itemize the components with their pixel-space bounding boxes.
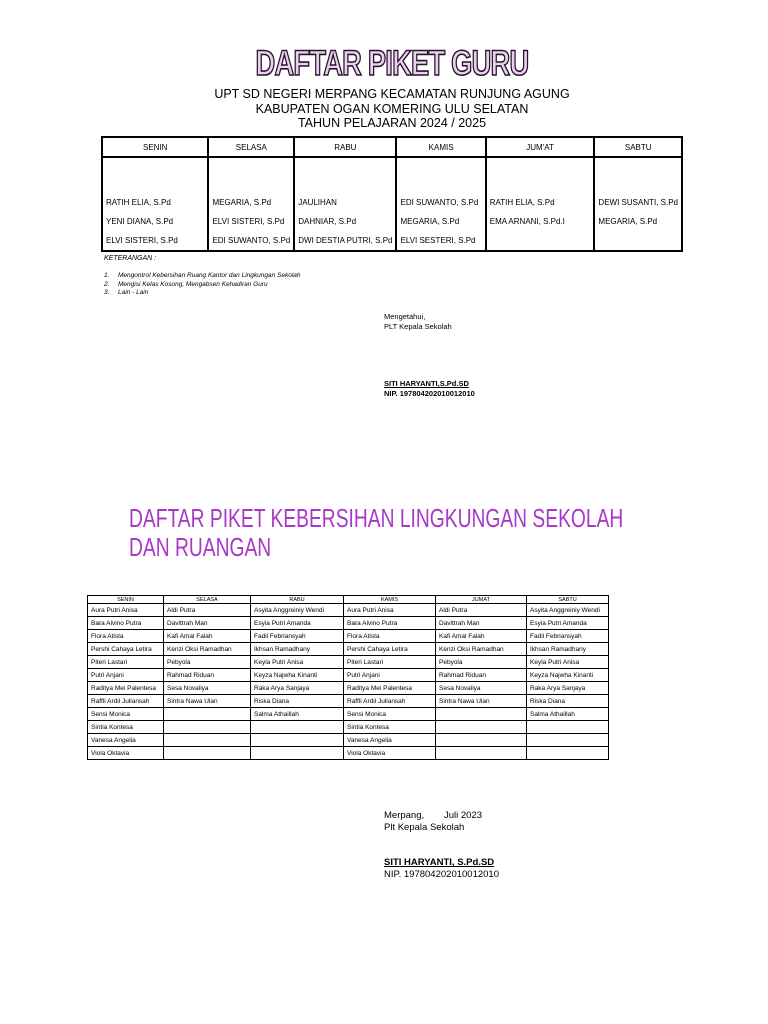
- student-name-cell: Pershi Cahaya Letira: [88, 643, 164, 656]
- student-name-cell: Pershi Cahaya Letira: [344, 643, 436, 656]
- table-row: [88, 656, 609, 669]
- section-title-cleaning: [129, 503, 624, 562]
- student-name-cell: Piteri Lastari: [344, 656, 436, 669]
- teacher-name: EDI SUWANTO, S.Pd: [400, 198, 479, 207]
- student-name-cell: Fadil Febriansyah: [251, 630, 344, 643]
- table-row: [88, 721, 609, 734]
- teacher-name: MEGARIA, S.Pd: [400, 217, 460, 226]
- signature-role: Plt Kepala Sekolah: [384, 822, 465, 833]
- student-name-cell: Bara Alvino Putra: [344, 617, 436, 630]
- student-name-cell: Keyla Putri Anisa: [251, 656, 344, 669]
- header-line-regency: KABUPATEN OGAN KOMERING ULU SELATAN: [255, 101, 529, 116]
- student-name-cell: Sesa Novaliya: [436, 682, 527, 695]
- student-name-cell: Raffli Ardil Juliansah: [344, 695, 436, 708]
- student-name-cell: Keyla Putri Anisa: [527, 656, 609, 669]
- header-line-year: TAHUN PELAJARAN 2024 / 2025: [297, 116, 487, 130]
- student-name-cell: Fadil Febriansyah: [527, 630, 609, 643]
- student-name-cell: Aldi Putra: [164, 604, 251, 617]
- signature-block-2: [384, 810, 499, 881]
- student-cleaning-table: [87, 595, 609, 760]
- signature-place: Merpang,: [384, 810, 425, 821]
- student-name-cell: Raditya Mei Palentesa: [88, 682, 164, 695]
- student-name-cell: Keyza Najwha Kinanti: [527, 669, 609, 682]
- notes-item: [104, 272, 301, 281]
- student-name-cell: Vanesa Angelia: [344, 734, 436, 747]
- table-row: [88, 682, 609, 695]
- section-title-line: DAFTAR PIKET KEBERSIHAN LINGKUNGAN SEKOLAH: [129, 503, 624, 533]
- student-name-cell: Davittrah Man: [164, 617, 251, 630]
- student-name-cell: Flora Atista: [88, 630, 164, 643]
- table-row: [88, 695, 609, 708]
- teacher-name: MEGARIA, S.Pd: [212, 198, 272, 207]
- student-name-cell: Rahmad Riduan: [164, 669, 251, 682]
- teacher-name: JAULIHAN: [298, 198, 337, 207]
- teacher-name: ELVI SISTERI, S.Pd: [106, 236, 178, 245]
- notes-list: [104, 272, 301, 298]
- student-name-cell: Raka Arya Sanjaya: [527, 682, 609, 695]
- student-name-cell: [251, 734, 344, 747]
- student-name-cell: Sintia Kontesa: [344, 721, 436, 734]
- student-name-cell: Flora Atista: [344, 630, 436, 643]
- notes-item-number: 2.: [104, 280, 110, 288]
- student-name-cell: Pebyola: [164, 656, 251, 669]
- teacher-name: [598, 231, 678, 250]
- student-name-cell: Pebyola: [436, 656, 527, 669]
- student-name-cell: [164, 747, 251, 760]
- day-header: SABTU: [527, 596, 609, 604]
- student-name-cell: Asyita Anggreiniy Wendi: [251, 604, 344, 617]
- day-header: SABTU: [594, 137, 682, 157]
- teacher-name: RATIH ELIA, S.Pd: [489, 198, 555, 207]
- teacher-name: ELVI SESTERI, S.Pd: [400, 236, 476, 245]
- student-name-cell: Ikhsan Ramadhany: [251, 643, 344, 656]
- student-name-cell: Kenzi Oksi Ramadhan: [436, 643, 527, 656]
- student-name-cell: [436, 721, 527, 734]
- student-name-cell: Aldi Putra: [436, 604, 527, 617]
- student-name-cell: Sesa Novaliya: [164, 682, 251, 695]
- table-row: [88, 630, 609, 643]
- student-name-cell: [164, 721, 251, 734]
- table-row: [88, 747, 609, 760]
- student-name-cell: Ikhsan Ramadhany: [527, 643, 609, 656]
- student-name-cell: [436, 734, 527, 747]
- notes-item: [104, 281, 301, 290]
- notes-label: KETERANGAN :: [104, 255, 157, 262]
- student-name-cell: Davittrah Man: [436, 617, 527, 630]
- teacher-cell: [294, 157, 396, 251]
- teacher-duty-table: [101, 136, 683, 252]
- teacher-cell: [486, 157, 595, 251]
- student-name-cell: Putri Anjani: [344, 669, 436, 682]
- student-name-cell: [251, 747, 344, 760]
- table-row: [88, 604, 609, 617]
- signature-acknowledged: Mengetahui,: [384, 312, 426, 321]
- teacher-table-header-row: [102, 137, 682, 157]
- student-name-cell: Sensi Monica: [344, 708, 436, 721]
- student-name-cell: Sintra Nawa Ulan: [436, 695, 527, 708]
- table-row: [88, 734, 609, 747]
- page-title: DAFTAR PIKET GURU: [255, 44, 529, 83]
- signature-name: SITI HARYANTI, S.Pd.SD: [384, 857, 495, 868]
- notes-item: [104, 289, 301, 298]
- teacher-cell: [594, 157, 682, 251]
- student-name-cell: Aura Putri Anisa: [344, 604, 436, 617]
- student-name-cell: Piteri Lastari: [88, 656, 164, 669]
- teacher-names-row: [102, 157, 682, 251]
- signature-block-1: [384, 312, 475, 399]
- day-header: JUM'AT: [486, 137, 595, 157]
- day-header: RABU: [251, 596, 344, 604]
- student-name-cell: Riska Diana: [527, 695, 609, 708]
- student-name-cell: Sensi Monica: [88, 708, 164, 721]
- signature-nip: NIP. 197804202010012010: [384, 389, 475, 398]
- student-name-cell: Aura Putri Anisa: [88, 604, 164, 617]
- student-name-cell: Salma Athaillah: [527, 708, 609, 721]
- teacher-name: EMA ARNANI, S.Pd.I: [489, 217, 565, 226]
- student-name-cell: Kenzi Oksi Ramadhan: [164, 643, 251, 656]
- table-row: [88, 669, 609, 682]
- student-name-cell: Putri Anjani: [88, 669, 164, 682]
- student-name-cell: Sintra Nawa Ulan: [164, 695, 251, 708]
- teacher-name: DAHNIAR, S.Pd: [298, 217, 357, 226]
- notes-item-text: Lain - Lain: [118, 289, 149, 296]
- signature-nip: NIP. 197804202010012010: [384, 869, 499, 880]
- teacher-name: EDI SUWANTO, S.Pd: [212, 236, 291, 245]
- student-name-cell: Asyita Anggreiniy Wendi: [527, 604, 609, 617]
- teacher-name: [490, 231, 591, 250]
- student-name-cell: [164, 734, 251, 747]
- header-line-school: UPT SD NEGERI MERPANG KECAMATAN RUNJUNG AGUNG: [214, 87, 570, 101]
- student-name-cell: [527, 734, 609, 747]
- student-name-cell: [436, 747, 527, 760]
- signature-role: PLT Kepala Sekolah: [384, 322, 452, 331]
- student-name-cell: Viola Oktavia: [344, 747, 436, 760]
- day-header: KAMIS: [396, 137, 485, 157]
- student-name-cell: [527, 747, 609, 760]
- student-name-cell: [527, 721, 609, 734]
- day-header: KAMIS: [344, 596, 436, 604]
- student-name-cell: Kafi Amal Falah: [436, 630, 527, 643]
- student-name-cell: Sintia Kontesa: [88, 721, 164, 734]
- student-name-cell: Raffli Ardil Juliansah: [88, 695, 164, 708]
- student-name-cell: Riska Diana: [251, 695, 344, 708]
- teacher-name: DEWI SUSANTI, S.Pd: [598, 198, 678, 207]
- teacher-cell: [102, 157, 208, 251]
- teacher-name: RATIH ELIA, S.Pd: [106, 198, 171, 207]
- table-row: [88, 643, 609, 656]
- student-table-header-row: [88, 596, 609, 604]
- day-header: SELASA: [208, 137, 294, 157]
- student-name-cell: Esyia Putri Amanda: [527, 617, 609, 630]
- student-name-cell: [436, 708, 527, 721]
- day-header: JUMAT: [436, 596, 527, 604]
- teacher-cell: [208, 157, 294, 251]
- day-header: RABU: [294, 137, 396, 157]
- teacher-name: ELVI SISTERI, S.Pd: [212, 217, 285, 226]
- signature-place-date: [384, 810, 499, 822]
- table-row: [88, 617, 609, 630]
- day-header: SENIN: [88, 596, 164, 604]
- signature-name: SITI HARYANTI,S.Pd.SD: [384, 379, 469, 388]
- teacher-name: DWI DESTIA PUTRI, S.Pd: [298, 236, 393, 245]
- school-header: [0, 87, 768, 131]
- day-header: SELASA: [164, 596, 251, 604]
- notes-item-number: 3.: [104, 289, 110, 296]
- notes-item-number: 1.: [104, 272, 110, 279]
- student-name-cell: [251, 721, 344, 734]
- student-name-cell: Vanesa Angelia: [88, 734, 164, 747]
- student-name-cell: Esyia Putri Amanda: [251, 617, 344, 630]
- student-name-cell: Bara Alvino Putra: [88, 617, 164, 630]
- signature-date: Juli 2023: [444, 810, 483, 821]
- teacher-cell: [396, 157, 485, 251]
- teacher-name: YENI DIANA, S.Pd: [106, 217, 174, 226]
- student-name-cell: Salma Athaillah: [251, 708, 344, 721]
- student-name-cell: Kafi Amal Falah: [164, 630, 251, 643]
- student-name-cell: Viola Oktavia: [88, 747, 164, 760]
- notes-item-text: Mengisi Kelas Kosong, Mengabsen Kehadiran Guru: [118, 280, 268, 288]
- day-header: SENIN: [102, 137, 208, 157]
- notes-item-text: Mengontrol Kebersihan Ruang Kantor dan Lingkungan Sekolah: [118, 272, 301, 279]
- student-name-cell: [164, 708, 251, 721]
- table-row: [88, 708, 609, 721]
- student-name-cell: Raditya Mei Palentesa: [344, 682, 436, 695]
- student-name-cell: Keyza Najwha Kinanti: [251, 669, 344, 682]
- teacher-name: MEGARIA, S.Pd: [598, 217, 658, 226]
- student-name-cell: Rahmad Riduan: [436, 669, 527, 682]
- student-name-cell: Raka Arya Sanjaya: [251, 682, 344, 695]
- section-title-line: DAN RUANGAN: [129, 532, 272, 562]
